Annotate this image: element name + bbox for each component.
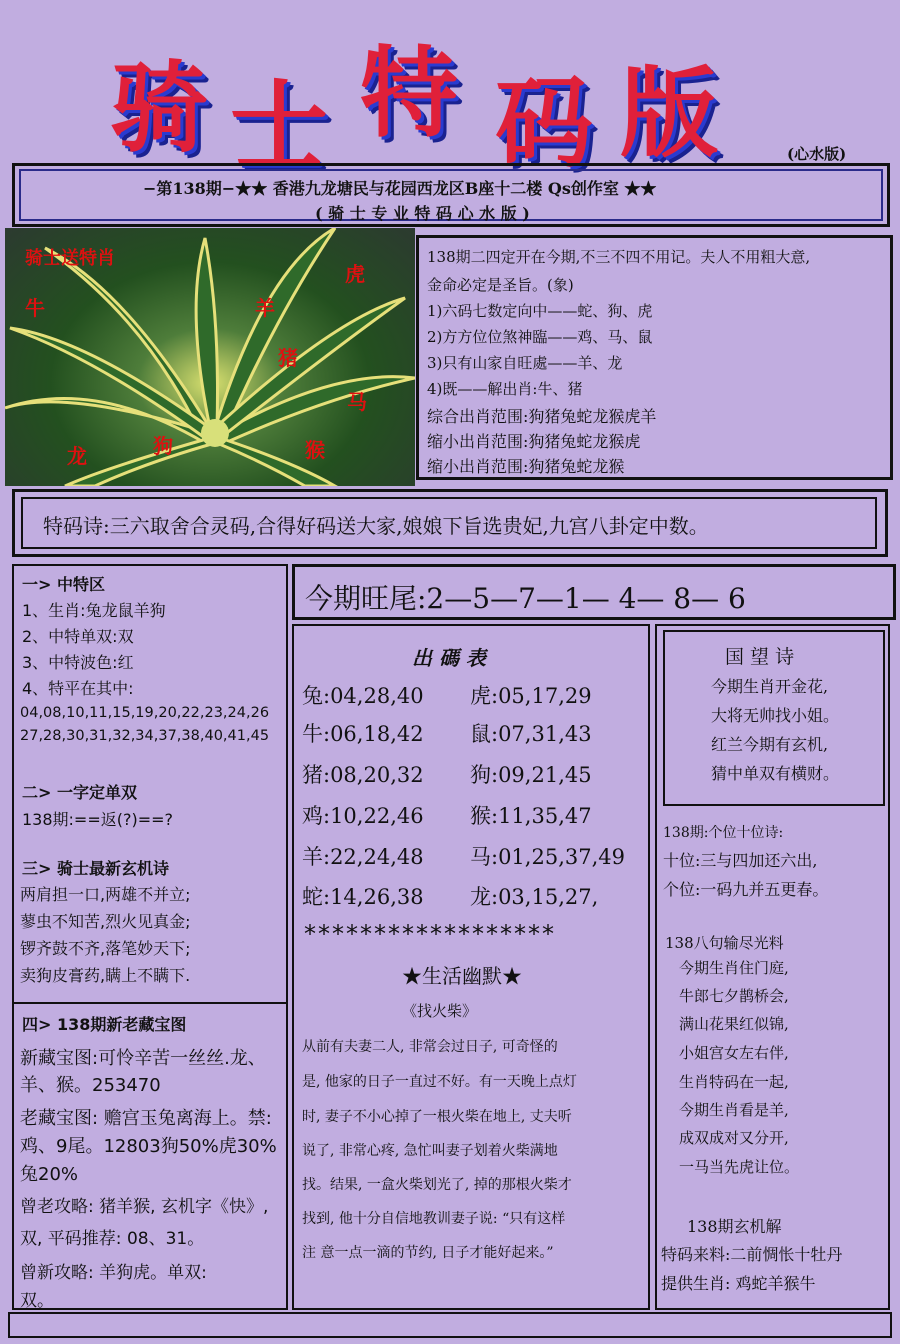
table-cell: 兔:04,28,40 bbox=[302, 684, 424, 708]
humor-line: 注 意一点一滴的节约, 日子才能好起来。” bbox=[302, 1245, 554, 1261]
humor-line: 说了, 非常心疼, 急忙叫妻子划着火柴满地 bbox=[302, 1143, 558, 1159]
zodiac-label: 虎 bbox=[345, 262, 365, 286]
info-line: 3、中特波色:红 bbox=[22, 653, 134, 672]
zodiac-label: 狗 bbox=[153, 434, 173, 458]
info-line: 4、特平在其中: bbox=[22, 679, 134, 698]
guowang-title: 国 望 诗 bbox=[725, 646, 795, 668]
plant-photo bbox=[5, 228, 415, 486]
guowang-box bbox=[663, 630, 885, 806]
eight-line: 今期生肖看是羊, bbox=[679, 1101, 789, 1119]
digit-title: 138期:个位十位诗: bbox=[663, 825, 784, 841]
intro-box bbox=[416, 235, 893, 480]
title-char: 士 bbox=[230, 69, 329, 184]
treasure-line: 羊、猴。253470 bbox=[20, 1075, 161, 1096]
eight-line: 成双成对又分开, bbox=[679, 1129, 789, 1147]
left-column bbox=[12, 564, 288, 1310]
zodiac-label: 猴 bbox=[305, 438, 325, 462]
table-cell: 猪:08,20,32 bbox=[302, 763, 424, 787]
digit-line: 个位:一码九并五更春。 bbox=[663, 880, 829, 899]
table-cell: 鼠:07,31,43 bbox=[470, 722, 592, 746]
treasure-line: 兔20% bbox=[20, 1164, 79, 1185]
intro-line: 金命必定是圣旨。(象) bbox=[427, 276, 574, 294]
table-title: 出 碼 表 bbox=[412, 646, 486, 670]
table-cell: 狗:09,21,45 bbox=[470, 763, 592, 787]
table-cell: 虎:05,17,29 bbox=[470, 684, 592, 708]
digit-line: 十位:三与四加还六出, bbox=[663, 851, 818, 870]
eight-line: 一马当先虎让位。 bbox=[679, 1158, 800, 1176]
poem-bar-text: 特码诗:三六取舍合灵码,合得好码送大家,娘娘下旨选贵妃,九宫八卦定中数。 bbox=[43, 514, 709, 538]
xuanji-title: 138期玄机解 bbox=[687, 1217, 782, 1236]
poem-line: 两肩担一口,两雄不并立; bbox=[20, 885, 191, 904]
right-column bbox=[655, 624, 890, 1310]
eight-line: 生肖特码在一起, bbox=[679, 1073, 789, 1091]
humor-subtitle: 《找火柴》 bbox=[402, 1002, 478, 1020]
info-line: 138期:==返(?)==? bbox=[22, 810, 174, 829]
zodiac-label: 猪 bbox=[278, 346, 298, 370]
guowang-line: 大将无帅找小姐。 bbox=[711, 706, 840, 725]
intro-line: 3)只有山家自旺處——羊、龙 bbox=[427, 354, 623, 372]
wangwei-text: 今期旺尾:2—5—7—1— 4— 8— 6 bbox=[305, 582, 746, 615]
header-line-1: −第138期−★★ 香港九龙塘民与花园西龙区B座十二楼 Qs创作室 ★★ bbox=[143, 179, 657, 198]
poem-line: 锣齐鼓不齐,落笔妙天下; bbox=[20, 939, 191, 958]
table-cell: 牛:06,18,42 bbox=[302, 722, 424, 746]
intro-line: 4)既——解出肖:牛、猪 bbox=[427, 380, 583, 398]
intro-line: 138期二四定开在今期,不三不四不用记。夫人不用粗大意, bbox=[427, 248, 811, 266]
number-row: 27,28,30,31,32,34,37,38,40,41,45 bbox=[20, 728, 270, 744]
section-divider bbox=[14, 1002, 286, 1004]
zodiac-label: 龙 bbox=[67, 444, 87, 468]
eight-line: 小姐宫女左右伴, bbox=[679, 1044, 789, 1062]
intro-line: 缩小出肖范围:狗猪兔蛇龙猴虎 bbox=[427, 432, 641, 451]
table-cell: 羊:22,24,48 bbox=[302, 845, 424, 869]
treasure-line: 曾新攻略: 羊狗虎。单双: bbox=[20, 1263, 207, 1283]
intro-line: 缩小出肖范围:狗猪兔蛇龙猴 bbox=[427, 457, 625, 476]
section-title: 四> 138期新老藏宝图 bbox=[22, 1015, 187, 1034]
number-row: 04,08,10,11,15,19,20,22,23,24,26 bbox=[20, 705, 270, 721]
poem-line: 蓼虫不知苦,烈火见真金; bbox=[20, 912, 191, 931]
section-title: 三> 骑士最新玄机诗 bbox=[22, 859, 169, 878]
guowang-line: 红兰今期有玄机, bbox=[711, 735, 829, 754]
humor-title: ★生活幽默★ bbox=[402, 964, 522, 988]
header-banner bbox=[12, 163, 890, 227]
eight-line: 牛郎七夕鹊桥会, bbox=[679, 987, 789, 1005]
title-char: 特 bbox=[360, 36, 459, 151]
humor-line: 找到, 他十分自信地教训妻子说: “只有这样 bbox=[302, 1211, 566, 1227]
info-line: 1、生肖:兔龙鼠羊狗 bbox=[22, 601, 166, 620]
treasure-line: 双, 平码推荐: 08、31。 bbox=[20, 1229, 205, 1249]
plant-heading: 骑士送特肖 bbox=[25, 248, 115, 269]
wangwei-bar bbox=[292, 564, 896, 620]
star-divider: ****************** bbox=[304, 920, 556, 948]
intro-line: 2)方方位位煞神臨——鸡、马、鼠 bbox=[427, 328, 653, 346]
title-char: 骑 bbox=[110, 51, 209, 166]
header-line-2: ( 骑 士 专 业 特 码 心 水 版 ) bbox=[315, 204, 530, 223]
table-cell: 龙:03,15,27, bbox=[470, 885, 599, 909]
zodiac-label: 马 bbox=[347, 390, 367, 414]
treasure-line: 曾老攻略: 猪羊猴, 玄机字《快》, bbox=[20, 1197, 269, 1217]
humor-line: 时, 妻子不小心掉了一根火柴在地上, 丈夫听 bbox=[302, 1109, 572, 1125]
zodiac-label: 牛 bbox=[25, 296, 45, 320]
title-char: 码 bbox=[495, 66, 594, 181]
humor-line: 从前有夫妻二人, 非常会过日子, 可奇怪的 bbox=[302, 1039, 558, 1055]
masthead-title bbox=[110, 20, 750, 184]
treasure-line: 鸡、9尾。12803狗50%虎30% bbox=[20, 1136, 277, 1157]
section-title: 二> 一字定单双 bbox=[22, 783, 137, 802]
eight-line: 今期生肖住门庭, bbox=[679, 959, 789, 977]
table-cell: 马:01,25,37,49 bbox=[470, 845, 625, 869]
poem-bar bbox=[12, 489, 888, 557]
xuanji-line: 特码来料:二前惆怅十牡丹 bbox=[661, 1245, 843, 1264]
edition-label: (心水版) bbox=[787, 145, 847, 163]
poem-line: 卖狗皮膏药,瞒上不瞒下. bbox=[20, 966, 191, 985]
intro-line: 1)六码七数定向中——蛇、狗、虎 bbox=[427, 302, 653, 320]
eight-title: 138八句输尽光料 bbox=[665, 934, 784, 952]
guowang-line: 今期生肖开金花, bbox=[711, 677, 829, 696]
guowang-line: 猜中单双有横财。 bbox=[711, 764, 840, 783]
info-line: 2、中特单双:双 bbox=[22, 627, 134, 646]
treasure-line: 老藏宝图: 赡宫玉兔离海上。禁: bbox=[20, 1108, 272, 1129]
humor-line: 找。结果, 一盒火柴划光了, 掉的那根火柴才 bbox=[302, 1177, 572, 1193]
table-cell: 蛇:14,26,38 bbox=[302, 885, 424, 909]
eight-line: 满山花果红似锦, bbox=[679, 1015, 789, 1033]
zodiac-label: 羊 bbox=[255, 296, 275, 320]
humor-line: 是, 他家的日子一直过不好。有一天晚上点灯 bbox=[302, 1074, 577, 1090]
middle-column bbox=[292, 624, 650, 1310]
table-cell: 猴:11,35,47 bbox=[470, 804, 592, 828]
title-char: 版 bbox=[620, 56, 719, 171]
table-cell: 鸡:10,22,46 bbox=[302, 804, 424, 828]
intro-line: 综合出肖范围:狗猪兔蛇龙猴虎羊 bbox=[427, 407, 657, 426]
section-title: 一> 中特区 bbox=[22, 575, 105, 594]
treasure-line: 新藏宝图:可怜辛苦一丝丝.龙、 bbox=[20, 1048, 266, 1069]
bottom-strip bbox=[8, 1312, 892, 1338]
xuanji-line: 提供生肖: 鸡蛇羊猴牛 bbox=[661, 1274, 816, 1293]
treasure-line: 双。 bbox=[20, 1291, 54, 1311]
